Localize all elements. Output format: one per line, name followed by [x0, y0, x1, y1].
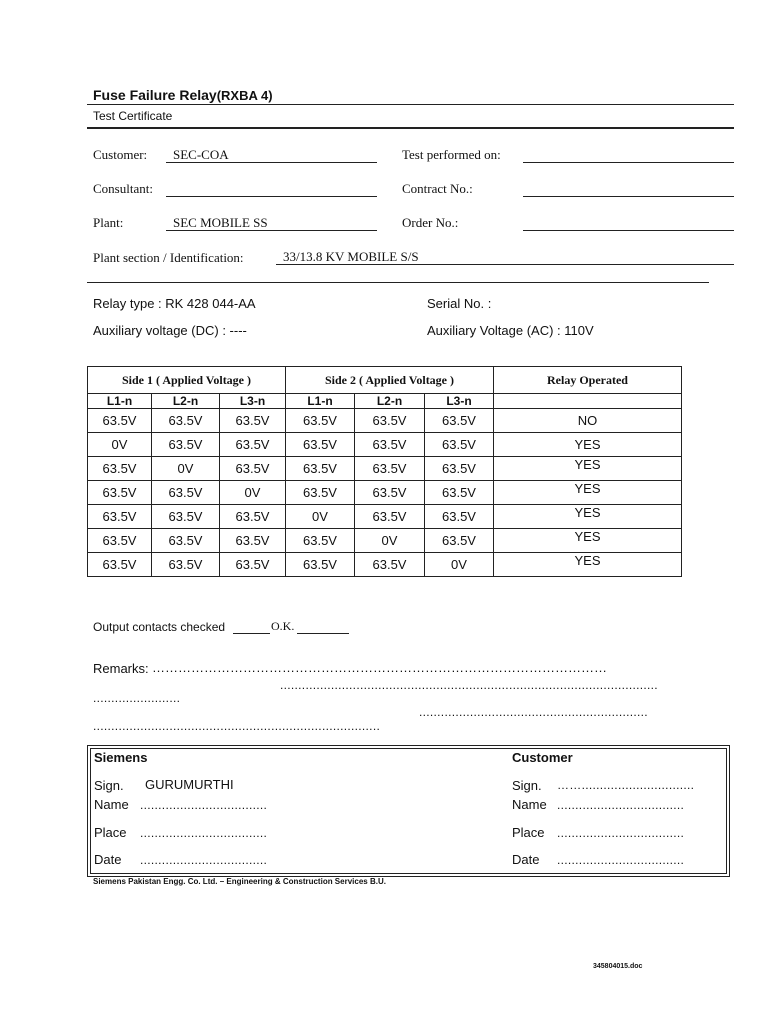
section-divider — [87, 282, 709, 283]
document-title — [93, 87, 273, 105]
table-cell: 63.5V — [286, 409, 355, 433]
siemens-name-dots[interactable]: ................................... — [140, 798, 268, 812]
table-cell: 63.5V — [152, 553, 220, 577]
table-cell: 0V — [220, 481, 286, 505]
table-cell: 0V — [355, 529, 425, 553]
aux-voltage-ac: Auxiliary Voltage (AC) : 110V — [427, 323, 594, 338]
table-cell: 63.5V — [220, 553, 286, 577]
relay-result-cell: YES — [494, 433, 682, 457]
output-contacts-value[interactable]: O.K. — [271, 619, 295, 633]
customer-place-dots[interactable]: ................................... — [557, 826, 685, 840]
title-text: Fuse Failure Relay — [93, 87, 217, 103]
footer-doc-id: 345804015.doc — [593, 963, 643, 970]
table-row — [88, 433, 682, 457]
customer-date-dots[interactable]: ................................... — [557, 853, 685, 867]
consultant-field-line — [166, 196, 377, 197]
side1-header: Side 1 ( Applied Voltage ) — [88, 367, 286, 394]
relay-result-cell: NO — [494, 409, 682, 433]
remarks-dots-line1: …………………………………………………………………………………………… — [152, 660, 607, 675]
table-cell: 63.5V — [88, 553, 152, 577]
siemens-sign-label: Sign. — [94, 778, 124, 793]
siemens-date-label: Date — [94, 852, 122, 867]
customer-sign-label: Sign. — [512, 778, 542, 793]
table-cell: 63.5V — [355, 481, 425, 505]
table-cell: 63.5V — [355, 409, 425, 433]
siemens-name-label: Name — [94, 797, 129, 812]
table-cell: 63.5V — [355, 433, 425, 457]
table-cell: 63.5V — [286, 529, 355, 553]
customer-date-label: Date — [512, 852, 540, 867]
side2-l2-header: L2-n — [355, 394, 425, 409]
relay-result-cell: YES — [494, 529, 682, 553]
table-cell: 63.5V — [220, 433, 286, 457]
side2-l3-header: L3-n — [425, 394, 494, 409]
side2-header: Side 2 ( Applied Voltage ) — [286, 367, 494, 394]
table-cell: 63.5V — [88, 457, 152, 481]
table-cell: 63.5V — [88, 409, 152, 433]
table-cell: 63.5V — [88, 505, 152, 529]
table-cell: 63.5V — [355, 505, 425, 529]
table-row — [88, 529, 682, 553]
table-row — [88, 553, 682, 577]
subtitle-rule — [87, 127, 734, 129]
test-performed-field-line — [523, 162, 734, 163]
plant-section-field-line — [276, 264, 734, 265]
footer-company: Siemens Pakistan Engg. Co. Ltd. – Engineering & Construction Services B.U. — [93, 877, 386, 886]
table-cell: 63.5V — [355, 457, 425, 481]
relay-result-cell: YES — [494, 505, 682, 529]
remarks-dots-line3: ........................ — [93, 691, 181, 705]
table-cell: 63.5V — [286, 433, 355, 457]
customer-sign-dots[interactable]: ……............................... — [557, 778, 695, 792]
table-cell: 63.5V — [355, 553, 425, 577]
table-row — [88, 505, 682, 529]
siemens-place-label: Place — [94, 825, 127, 840]
table-cell: 63.5V — [152, 505, 220, 529]
customer-value[interactable]: SEC-COA — [173, 147, 229, 162]
table-sub-header-row — [88, 394, 682, 409]
test-results-table — [87, 366, 682, 577]
side1-l3-header: L3-n — [220, 394, 286, 409]
customer-name-dots[interactable]: ................................... — [557, 798, 685, 812]
output-right-line — [297, 633, 349, 634]
siemens-date-dots[interactable]: ................................... — [140, 853, 268, 867]
table-cell: 63.5V — [88, 529, 152, 553]
table-cell: 63.5V — [220, 409, 286, 433]
document-subtitle: Test Certificate — [93, 109, 173, 123]
table-cell: 63.5V — [425, 505, 494, 529]
output-contacts-label: Output contacts checked — [93, 620, 226, 634]
table-cell: 0V — [88, 433, 152, 457]
relay-type: Relay type : RK 428 044-AA — [93, 296, 256, 311]
remarks-label: Remarks: — [93, 661, 149, 676]
side1-l1-header: L1-n — [88, 394, 152, 409]
aux-voltage-dc: Auxiliary voltage (DC) : ---- — [93, 323, 247, 338]
title-model: (RXBA 4) — [216, 88, 273, 103]
relay-operated-header: Relay Operated — [494, 367, 682, 394]
relay-result-cell: YES — [494, 553, 682, 577]
customer-label: Customer: — [93, 147, 148, 162]
siemens-sign-value[interactable]: GURUMURTHI — [145, 777, 234, 792]
table-cell: 63.5V — [152, 433, 220, 457]
consultant-label: Consultant: — [93, 181, 153, 196]
order-field-line — [523, 230, 734, 231]
relay-result-cell: YES — [494, 481, 682, 505]
table-group-header-row — [88, 367, 682, 394]
customer-field-line — [166, 162, 377, 163]
plant-label: Plant: — [93, 215, 124, 230]
table-cell: 63.5V — [425, 409, 494, 433]
siemens-title: Siemens — [94, 750, 148, 765]
plant-section-label: Plant section / Identification: — [93, 250, 244, 265]
relay-result-cell: YES — [494, 457, 682, 481]
plant-value[interactable]: SEC MOBILE SS — [173, 215, 268, 230]
table-cell: 63.5V — [425, 433, 494, 457]
remarks-dots-line5: ............................................................................... — [93, 719, 381, 733]
table-cell: 0V — [152, 457, 220, 481]
table-cell: 63.5V — [425, 529, 494, 553]
table-row — [88, 409, 682, 433]
table-cell: 63.5V — [88, 481, 152, 505]
table-cell: 63.5V — [220, 529, 286, 553]
remarks-dots-line4: ............................................................... — [419, 705, 648, 719]
table-cell: 63.5V — [152, 529, 220, 553]
table-row — [88, 457, 682, 481]
table-cell: 63.5V — [152, 409, 220, 433]
remarks-dots-line2: ........................................................................................................ — [280, 678, 658, 692]
table-cell: 63.5V — [286, 457, 355, 481]
side2-l1-header: L1-n — [286, 394, 355, 409]
customer-name-label: Name — [512, 797, 547, 812]
customer-title: Customer — [512, 750, 573, 765]
table-cell: 63.5V — [425, 481, 494, 505]
siemens-place-dots[interactable]: ................................... — [140, 826, 268, 840]
serial-no: Serial No. : — [427, 296, 492, 311]
side1-l2-header: L2-n — [152, 394, 220, 409]
plant-section-value[interactable]: 33/13.8 KV MOBILE S/S — [283, 249, 419, 264]
contract-label: Contract No.: — [402, 181, 473, 196]
order-label: Order No.: — [402, 215, 459, 230]
table-cell: 63.5V — [152, 481, 220, 505]
plant-field-line — [166, 230, 377, 231]
customer-place-label: Place — [512, 825, 545, 840]
table-cell: 0V — [425, 553, 494, 577]
table-cell: 63.5V — [220, 457, 286, 481]
test-performed-label: Test performed on: — [402, 147, 501, 162]
title-rule — [87, 104, 734, 105]
relay-operated-subheader — [494, 394, 682, 409]
contract-field-line — [523, 196, 734, 197]
table-row — [88, 481, 682, 505]
table-cell: 63.5V — [425, 457, 494, 481]
output-left-line — [233, 633, 270, 634]
table-cell: 63.5V — [220, 505, 286, 529]
table-cell: 0V — [286, 505, 355, 529]
table-cell: 63.5V — [286, 553, 355, 577]
table-cell: 63.5V — [286, 481, 355, 505]
